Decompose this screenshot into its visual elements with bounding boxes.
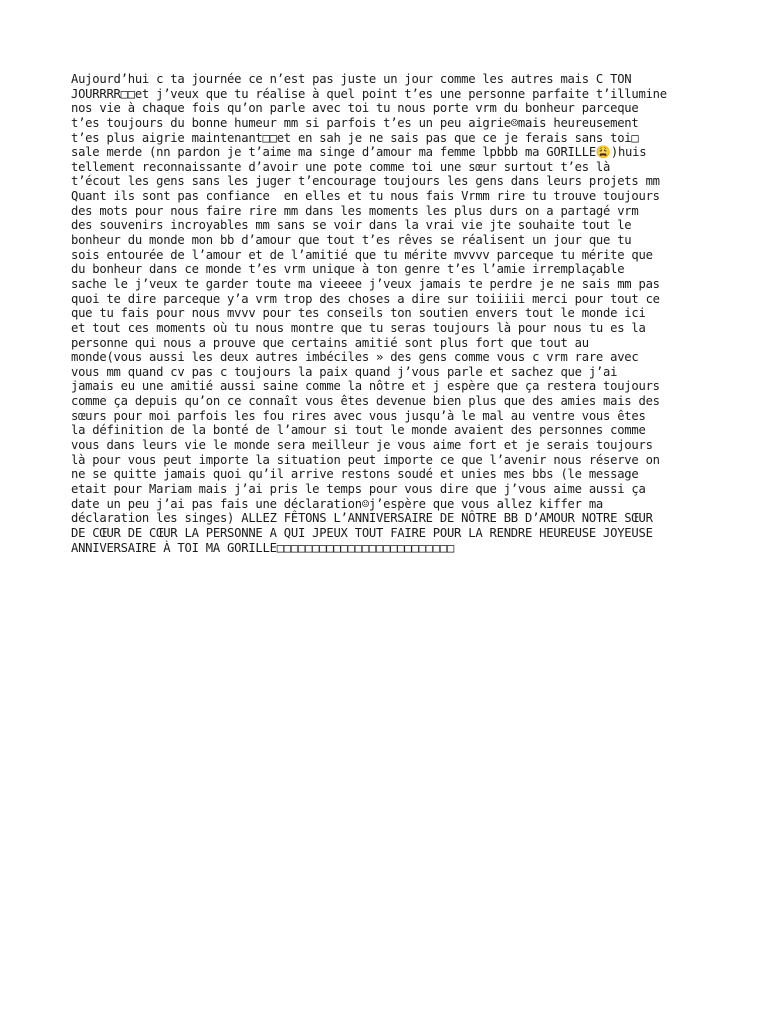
text-line: t’es toujours du bonne humeur mm si parfois t’es un peu aigrie☹mais heureusement (71, 115, 639, 130)
text-line: DE CŒUR DE CŒUR LA PERSONNE A QUI JPEUX TOUT FAIRE POUR LA RENDRE HEUREUSE JOYEUSE (71, 525, 653, 540)
text-line: vous mm quand cv pas c toujours la paix quand j’vous parle et sachez que j’ai (71, 364, 618, 379)
text-line: quoi te dire parceque y’a vrm trop des choses a dire sur toiiiii merci pour tout ce (71, 291, 660, 306)
text-line: personne qui nous a prouve que certains amitié sont plus fort que tout au (71, 335, 589, 350)
text-line: sois entourée de l’amour et de l’amitié que tu mérite mvvvv parceque tu mérite que (71, 247, 653, 262)
text-line: t’es plus aigrie maintenant□□et en sah je ne sais pas que ce je ferais sans toi□ (71, 130, 639, 145)
text-line: t’écout les gens sans les juger t’encourage toujours les gens dans leurs projets mm (71, 174, 660, 189)
text-line: la définition de la bonté de l’amour si tout le monde avaient des personnes comme (71, 423, 646, 438)
text-line: jamais eu une amitié aussi saine comme la nôtre et j espère que ça restera toujours (71, 379, 660, 394)
text-line: que tu fais pour nous mvvv pour tes conseils ton soutien envers tout le monde ici (71, 306, 646, 321)
text-line: tellement reconnaissante d’avoir une pote comme toi une sœur surtout t’es là (71, 159, 611, 174)
text-line: etait pour Mariam mais j’ai pris le temps pour vous dire que j’vous aime aussi ça (71, 481, 646, 496)
text-line: et tout ces moments où tu nous montre que tu seras toujours là pour nous tu es la (71, 320, 646, 335)
text-line: des mots pour nous faire rire mm dans les moments les plus durs on a partagé vrm (71, 203, 639, 218)
text-line: sœurs pour moi parfois les fou rires avec vous jusqu’à le mal au ventre vous êtes (71, 408, 646, 423)
text-line: déclaration les singes) ALLEZ FÊTONS L’ANNIVERSAIRE DE NÔTRE BB D’AMOUR NOTRE SŒUR (71, 511, 653, 526)
text-line: ANNIVERSAIRE À TOI MA GORILLE□□□□□□□□□□□□□□□□□□□□□□□□□ (71, 540, 455, 555)
text-line: sale merde (nn pardon je t’aime ma singe d’amour ma femme lpbbb ma GORILLE😩)huis (71, 145, 647, 160)
text-line: monde(vous aussi les deux autres imbéciles » des gens comme vous c vrm rare avec (71, 350, 639, 365)
text-line: nos vie à chaque fois qu’on parle avec toi tu nous porte vrm du bonheur parceque (71, 101, 639, 116)
text-line: JOURRRR□□et j’veux que tu réalise à quel point t’es une personne parfaite t’illumine (71, 86, 667, 101)
text-line: Quant ils sont pas confiance en elles et tu nous fais Vrmm rire tu trouve toujours (71, 189, 660, 204)
text-line: là pour vous peut importe la situation peut importe ce que l’avenir nous réserve on (71, 452, 660, 467)
text-line: bonheur du monde mon bb d’amour que tout t’es rêves se réalisent un jour que tu (71, 233, 632, 248)
text-line: Aujourd’hui c ta journée ce n’est pas juste un jour comme les autres mais C TON (71, 72, 632, 86)
text-line: date un peu j’ai pas fais une déclaration☺j’espère que vous allez kiffer ma (71, 496, 604, 511)
body-text (71, 72, 711, 555)
text-line: ne se quitte jamais quoi qu’il arrive restons soudé et unies mes bbs (le message (71, 467, 639, 482)
text-line: des souvenirs incroyables mm sans se voir dans la vrai vie jte souhaite tout le (71, 218, 632, 233)
text-line: comme ça depuis qu’on ce connaît vous êtes devenue bien plus que des amies mais des (71, 394, 660, 409)
text-line: sache le j’veux te garder toute ma vieeee j’veux jamais te perdre je ne sais mm pas (71, 276, 660, 291)
text-line: du bonheur dans ce monde t’es vrm unique à ton genre t’es l’amie irremplaçable (71, 262, 625, 277)
text-line: vous dans leurs vie le monde sera meilleur je vous aime fort et je serais toujours (71, 438, 653, 453)
